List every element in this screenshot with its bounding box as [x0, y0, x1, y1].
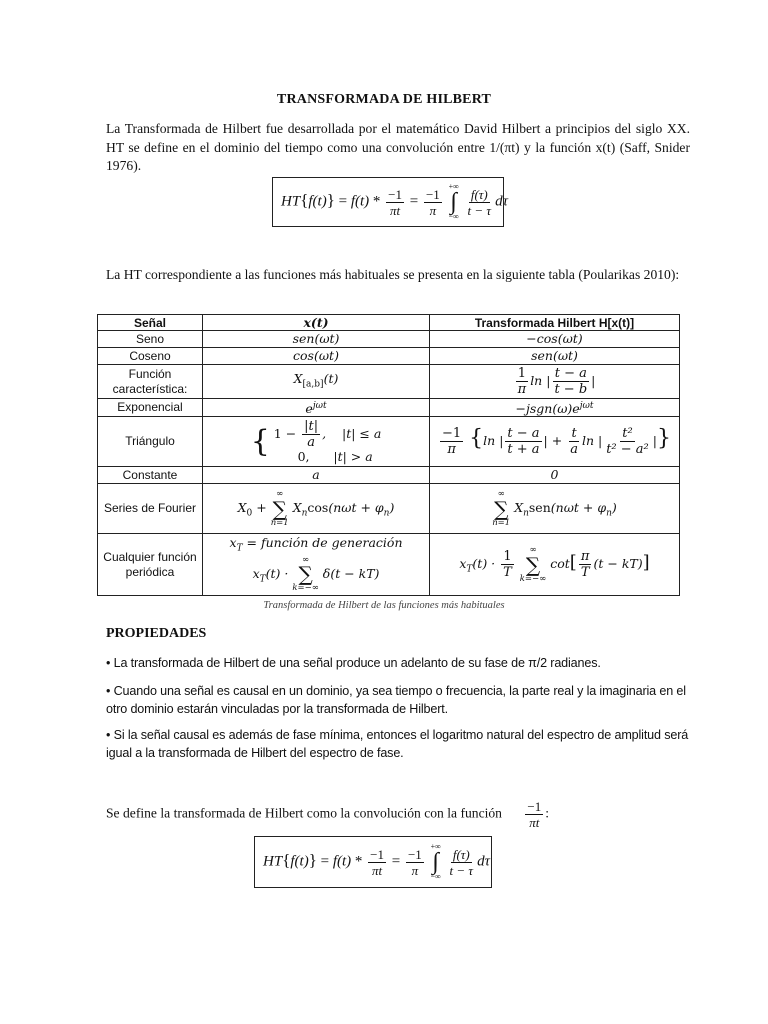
- row-label: Constante: [98, 467, 203, 484]
- table-row: [98, 467, 680, 484]
- intro-paragraph: La Transformada de Hilbert fue desarrollada por el matemático David Hilbert a principios del siglo XX. HT se define en el dominio del tiempo como una convolución entre 1/(πt) y la función x(t) (Saff, Snider 1976).: [106, 121, 690, 173]
- row-x-value: $e^{j\omega t}$: [203, 399, 430, 417]
- hilbert-table: [97, 314, 680, 596]
- row-label: Triángulo: [98, 417, 203, 467]
- row-x-value: $X_{[a,b]}(t)$: [203, 365, 430, 399]
- row-h-value: $\frac{-1}{\pi}$ {ln | $\frac{t - a}{t + a}$ | + $\frac{t}{a}$ ln | $\frac{\text{t²}}{\text{t² − a²}}$ |}: [430, 417, 680, 467]
- row-label: Cualquier función periódica: [98, 534, 203, 596]
- table-row: [98, 484, 680, 534]
- header-hilbert: Transformada Hilbert H[x(t)]: [430, 315, 680, 331]
- hilbert-equation: HT{f(t)} = f(t) * $\frac{-1}{\pi t}$ = $\frac{-1}{\pi}$ +∞ ∫ −∞ $\frac{f(\tau)}{t - \tau}$ dτ: [281, 182, 508, 221]
- row-label: Exponencial: [98, 399, 203, 417]
- property-item: • La transformada de Hilbert de una señal produce un adelanto de su fase de π/2 radianes.: [106, 656, 601, 670]
- document-title: TRANSFORMADA DE HILBERT: [276, 92, 492, 107]
- hilbert-equation-box-2: [254, 836, 492, 888]
- header-senal: Señal: [98, 315, 203, 331]
- definition-paragraph: [106, 800, 549, 829]
- row-h-value: ∞ ∑ n=1 $X_nsen(n\omega t + \varphi_n)$: [430, 484, 680, 534]
- row-label: Series de Fourier: [98, 484, 203, 534]
- row-label: Seno: [98, 331, 203, 348]
- table-row: [98, 331, 680, 348]
- row-x-value: sen(ωt): [203, 331, 430, 348]
- table-row: [98, 348, 680, 365]
- row-x-value: $X_0$ + ∞ ∑ n=1 $X_n\cos(n\omega t + \varphi_n)$: [203, 484, 430, 534]
- row-x-value: { 1 − $\frac{|t|}{a}$ , |t| ≤ a 0, |t| > a: [203, 417, 430, 467]
- row-h-value: $x_T(t)$ · $\frac{1}{T}$ ∞ ∑ k=−∞ cot[ $\frac{\pi}{T}$ (t − kT)]: [430, 534, 680, 596]
- row-x-value: $x_T$ = función de generación $x_T(t)$ · ∞ ∑ k=−∞ δ(t − kT): [203, 534, 430, 596]
- table-row: [98, 399, 680, 417]
- table-header-row: [98, 315, 680, 331]
- row-h-value: −cos(ωt): [430, 331, 680, 348]
- table-caption: Transformada de Hilbert de las funciones más habituales: [263, 600, 505, 611]
- property-item: • Si la señal causal es además de fase mínima, entonces el logaritmo natural del espectro de amplitud será igual a la transformada de Hilbert del espectro de fase.: [106, 728, 689, 760]
- definition-fraction: $\frac{-1}{\pi t}$: [527, 799, 542, 830]
- hilbert-equation-2: HT{f(t)} = f(t) * $\frac{-1}{\pi t}$ = $\frac{-1}{\pi}$ +∞ ∫ −∞ $\frac{f(\tau)}{t - \tau}$ dτ: [263, 842, 490, 881]
- row-h-value: $\frac{1}{\pi}$ ln | $\frac{t - a}{t - b}$ |: [430, 365, 680, 399]
- table-intro-paragraph: La HT correspondiente a las funciones más habituales se presenta en la siguiente tabla (Poularikas 2010):: [106, 267, 680, 282]
- row-label: Coseno: [98, 348, 203, 365]
- row-x-value: cos(ωt): [203, 348, 430, 365]
- row-h-value: 0: [430, 467, 680, 484]
- hilbert-equation-box: [272, 177, 508, 227]
- header-x: x(t): [203, 315, 430, 331]
- table-row: [98, 534, 680, 596]
- definition-text: Se define la transformada de Hilbert como la convolución con la función: [106, 805, 502, 821]
- row-label: Función característica:: [98, 365, 203, 399]
- table-row: [98, 417, 680, 467]
- property-item: • Cuando una señal es causal en un dominio, ya sea tiempo o frecuencia, la parte real y la imaginaria en el otro dominio estarán vinculadas por la transformada de Hilbert.: [106, 684, 686, 716]
- row-x-value: a: [203, 467, 430, 484]
- definition-colon: :: [545, 805, 550, 821]
- row-h-value: $-jsgn(\omega)e^{j\omega t}$: [430, 399, 680, 417]
- table-row: [98, 365, 680, 399]
- properties-heading: PROPIEDADES: [106, 626, 207, 641]
- row-h-value: sen(ωt): [430, 348, 680, 365]
